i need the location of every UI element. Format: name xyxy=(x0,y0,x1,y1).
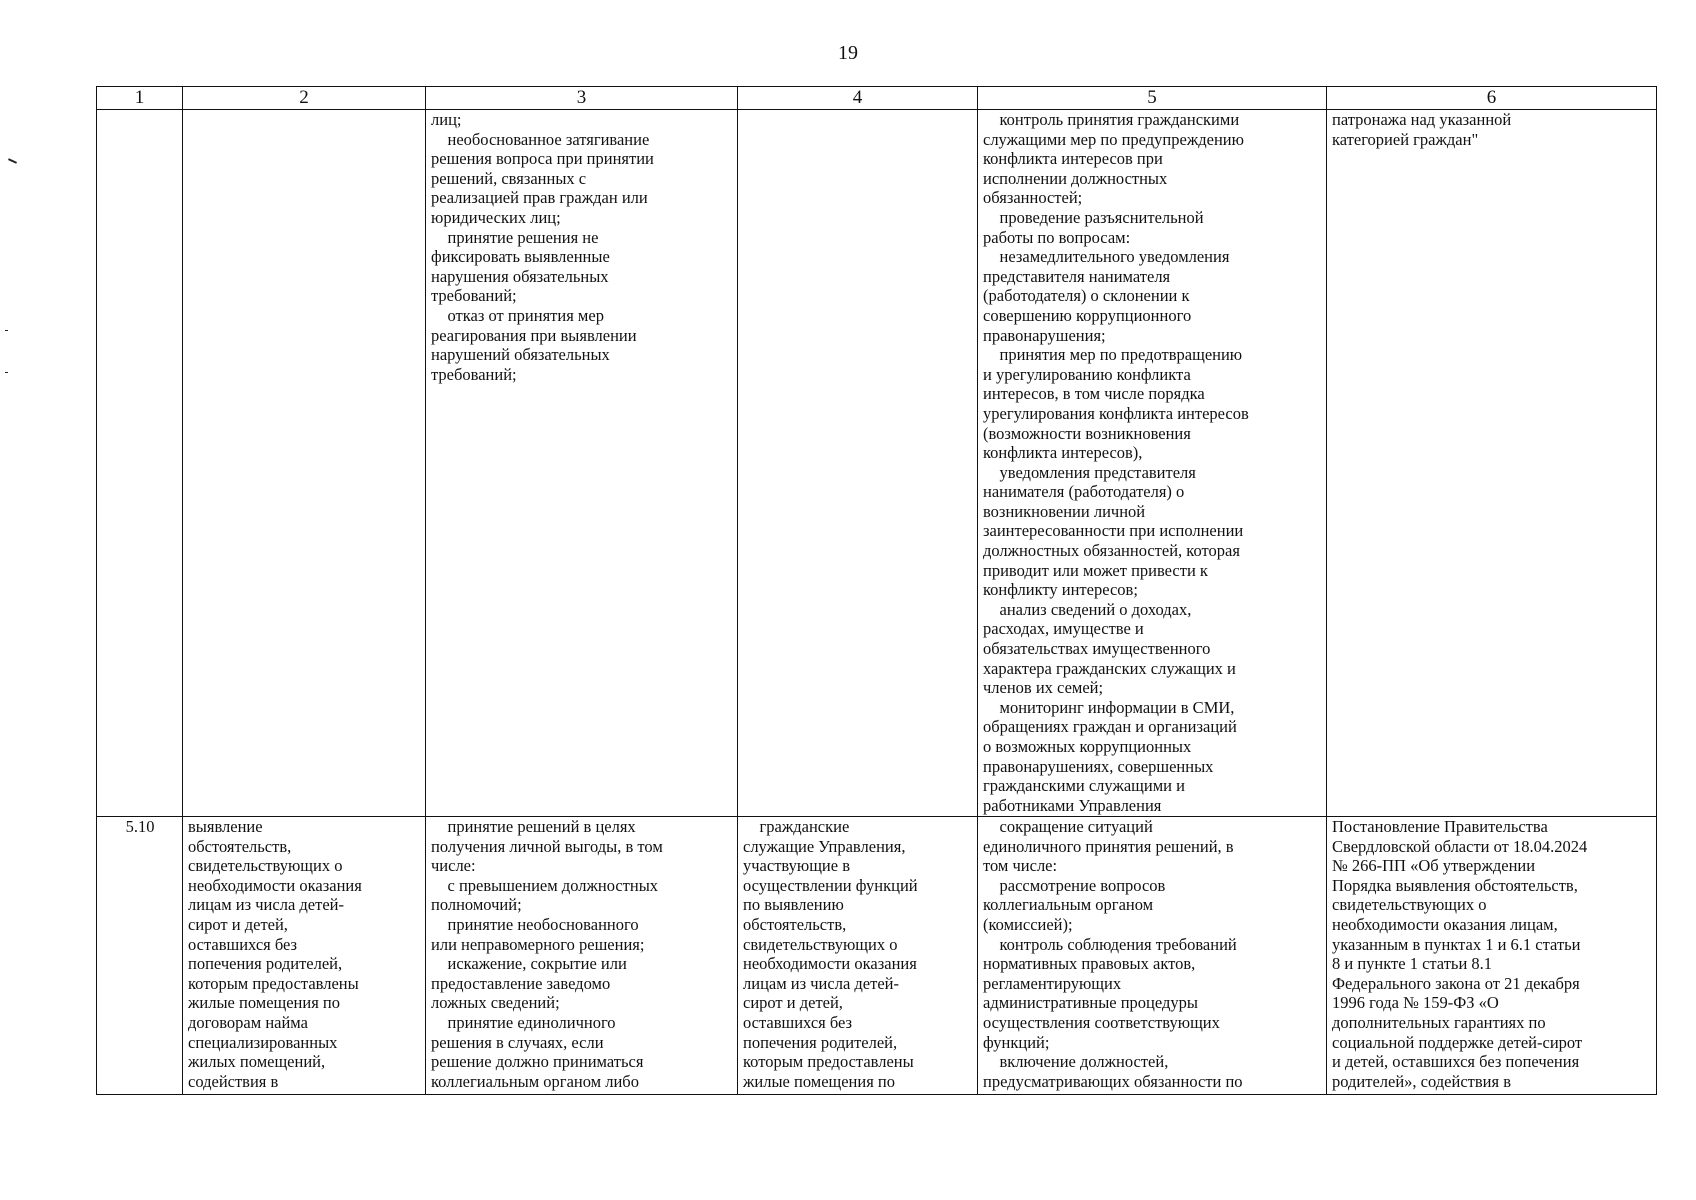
measures-cell: контроль принятия гражданскими служащими мер по предупреждению конфликта интересов при исполнении должностных обязанностей; проведение разъяснительной работы по вопросам: незамедлительного уведомления представителя нанимателя (работодателя) о склонении к совершению коррупционного правонарушения; принятия мер по предотвращению и урегулированию конфликта интересов, в том числе порядка урегулирования конфликта интересов (возможности возникновения конфликта интересов), уведомления представителя нанимателя (работодателя) о возникновении личной заинтересованности при исполнении должностных обязанностей, которая приводит или может привести к конфликту интересов; анализ сведений о доходах, расходах, имуществе и обязательствах имущественного характера гражданских служащих и членов их семей; мониторинг информации в СМИ, обращениях граждан и организаций о возможных коррупционных правонарушениях, совершенных гражданскими служащими и работниками Управления xyxy=(978,110,1327,817)
scan-artifact-dot xyxy=(5,330,8,331)
measures-cell: сокращение ситуаций единоличного принятия решений, в том числе: рассмотрение вопросов коллегиальным органом (комиссией); контроль соблюдения требований нормативных правовых актов, регламентирующих административные процедуры осуществления соответствующих функций; включение должностей, предусматривающих обязанности по xyxy=(978,817,1327,1095)
column-header: 1 xyxy=(97,87,183,110)
column-header: 2 xyxy=(183,87,426,110)
row-number-cell: 5.10 xyxy=(97,817,183,1095)
header-row xyxy=(97,87,1657,110)
activity-cell xyxy=(183,110,426,817)
risk-cell: принятие решений в целях получения личной выгоды, в том числе: с превышением должностных полномочий; принятие необоснованного или неправомерного решения; искажение, сокрытие или предоставление заведомо ложных сведений; принятие единоличного решения в случаях, если решение должно приниматься коллегиальным органом либо xyxy=(426,817,738,1095)
legal-basis-cell: патронажа над указанной категорией граждан" xyxy=(1327,110,1657,817)
activity-cell: выявление обстоятельств, свидетельствующих о необходимости оказания лицам из числа детей- сирот и детей, оставшихся без попечения родителей, которым предоставлены жилые помещения по договорам найма специализированных жилых помещений, содействия в xyxy=(183,817,426,1095)
table-row-continuation xyxy=(97,110,1657,817)
row-number-cell xyxy=(97,110,183,817)
positions-cell xyxy=(738,110,978,817)
positions-cell: гражданские служащие Управления, участвующие в осуществлении функций по выявлению обстоятельств, свидетельствующих о необходимости оказания лицам из числа детей- сирот и детей, оставшихся без попечения родителей, которым предоставлены жилые помещения по xyxy=(738,817,978,1095)
scan-artifact-dot xyxy=(5,372,8,373)
column-header: 4 xyxy=(738,87,978,110)
scan-artifact-mark xyxy=(8,158,17,164)
column-header: 6 xyxy=(1327,87,1657,110)
table-row-5-10 xyxy=(97,817,1657,1095)
column-header: 5 xyxy=(978,87,1327,110)
legal-basis-cell: Постановление Правительства Свердловской области от 18.04.2024 № 266-ПП «Об утверждении Порядка выявления обстоятельств, свидетельствующих о необходимости оказания лицам, указанным в пунктах 1 и 6.1 статьи 8 и пункте 1 статьи 8.1 Федерального закона от 21 декабря 1996 года № 159-ФЗ «О дополнительных гарантиях по социальной поддержке детей-сирот и детей, оставшихся без попечения родителей», содействия в xyxy=(1327,817,1657,1095)
risk-cell: лиц; необоснованное затягивание решения вопроса при принятии решений, связанных с реализацией прав граждан или юридических лиц; принятие решения не фиксировать выявленные нарушения обязательных требований; отказ от принятия мер реагирования при выявлении нарушений обязательных требований; xyxy=(426,110,738,817)
page-number: 19 xyxy=(838,42,858,64)
data-table xyxy=(96,86,1657,1095)
column-header: 3 xyxy=(426,87,738,110)
